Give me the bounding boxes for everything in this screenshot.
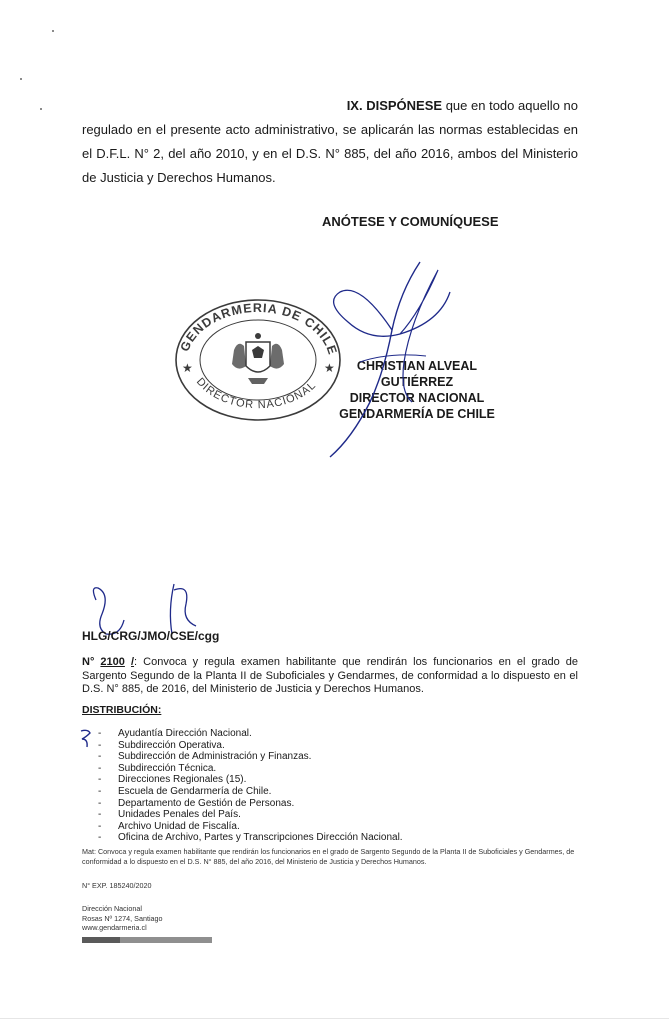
closing-formula: ANÓTESE Y COMUNÍQUESE xyxy=(322,214,499,229)
footer-website: www.gendarmeria.cl xyxy=(82,923,147,932)
list-item: - Departamento de Gestión de Personas. xyxy=(98,797,295,809)
scan-speck xyxy=(52,30,54,32)
scan-edge xyxy=(0,1018,669,1019)
footer-address: Rosas Nº 1274, Santiago xyxy=(82,913,163,923)
distribution-title: DISTRIBUCIÓN: xyxy=(82,704,162,716)
seal-bottom-text: DIRECTOR NACIONAL xyxy=(193,375,319,412)
footer-bar xyxy=(82,937,212,943)
list-item: - Subdirección Técnica. xyxy=(98,762,217,774)
resolution-number-suffix: / xyxy=(130,656,135,668)
resolution-summary xyxy=(82,656,578,697)
article-keyword: DISPÓNESE xyxy=(366,98,443,113)
list-item: - Subdirección de Administración y Finanzas. xyxy=(98,751,312,763)
seal-top-text: GENDARMERIA DE CHILE xyxy=(177,300,340,357)
article-body: regulado en el presente acto administrativo, se aplicarán las normas establecidas en el D.F.L. N° 2, del año 2010, y en el D.S. N° 885, del año 2016, ambos del Ministerio de Justicia y Derechos Humanos. xyxy=(82,122,578,185)
seal-star-icon: ★ xyxy=(324,361,335,375)
distribution-check-mark xyxy=(78,727,94,749)
list-item: - Direcciones Regionales (15). xyxy=(98,774,247,786)
resolution-text: : Convoca y regula examen habilitante que rendirán los funcionarios en el grado de Sargento Segundo de la Planta II de Suboficiales y Gendarmes, de conformidad a lo dispuesto en el D.S. N° 885, de 2016, del Ministerio de Justicia y Derechos Humanos. xyxy=(82,656,578,695)
seal-star-icon: ★ xyxy=(182,361,193,375)
article-ix-paragraph xyxy=(82,94,578,190)
article-line1: que en todo aquello no xyxy=(445,98,578,113)
resolution-number-prefix: N° xyxy=(82,656,95,668)
list-item: - Oficina de Archivo, Partes y Transcripciones Dirección Nacional. xyxy=(98,832,403,844)
list-item: - Archivo Unidad de Fiscalía. xyxy=(98,820,240,832)
scan-speck xyxy=(40,108,42,110)
list-item: - Unidades Penales del País. xyxy=(98,809,241,821)
list-item: - Ayudantía Dirección Nacional. xyxy=(98,728,252,739)
file-number: N° EXP. 185240/2020 xyxy=(82,881,152,890)
scan-speck xyxy=(20,78,22,80)
signatory-name: CHRISTIAN ALVEAL GUTIÉRREZ xyxy=(356,359,478,389)
signatory-title: DIRECTOR NACIONAL xyxy=(349,391,485,405)
list-item: - Subdirección Operativa. xyxy=(98,739,225,751)
list-item: - Escuela de Gendarmería de Chile. xyxy=(98,785,272,797)
handwritten-signature xyxy=(300,252,470,462)
institution-footer xyxy=(82,904,163,933)
signatory-institution: GENDARMERÍA DE CHILE xyxy=(339,407,495,421)
distribution-list xyxy=(98,728,403,844)
drafting-initials: HLG/CRG/JMO/CSE/cgg xyxy=(82,629,220,643)
resolution-number: 2100 xyxy=(100,656,125,668)
article-first-line xyxy=(82,94,578,118)
matter-summary: Mat: Convoca y regula examen habilitante que rendirán los funcionarios en el grado de Sargento Segundo de la Planta II de Suboficiales y Gendarmes, de conformidad a lo dispuesto en el D.S. N° 885, del año 2016, del Ministerio de Justicia y Derechos Humanos. xyxy=(82,847,575,866)
coat-of-arms-icon xyxy=(232,333,284,384)
footer-office: Dirección Nacional xyxy=(82,904,142,913)
article-roman: IX. xyxy=(346,98,363,113)
